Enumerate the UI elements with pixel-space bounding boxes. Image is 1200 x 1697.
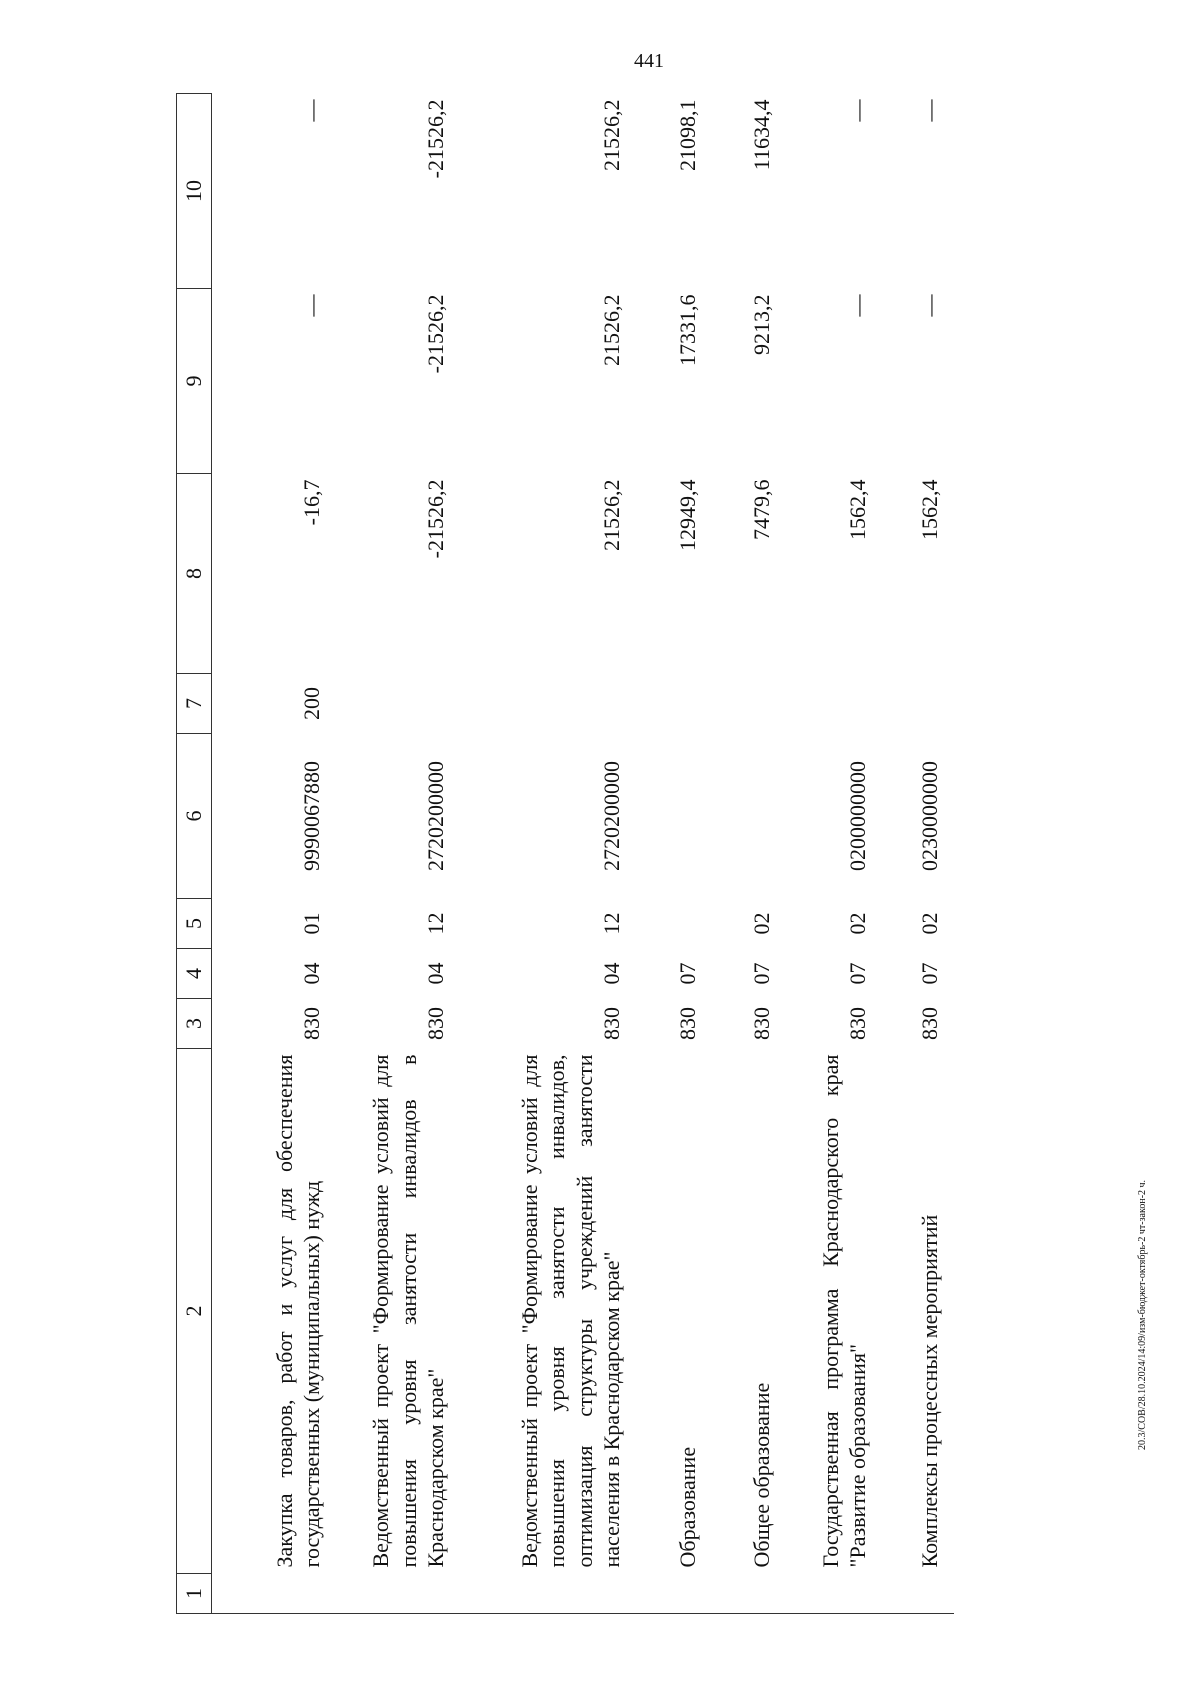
cell-c10: -21526,2: [423, 99, 448, 179]
row-name: Ведомственный проект "Формирование условий для повышения уровня занятости инвалидов, оптимизация структуры учреждений занятости населения в Краснодарском крае": [516, 1054, 624, 1568]
cell-c10: —: [845, 99, 870, 122]
column-header: 7: [177, 674, 212, 734]
cell-c5: 01: [299, 912, 324, 935]
cell-c9: 21526,2: [599, 294, 624, 366]
table-header-row: [177, 94, 212, 1614]
budget-table-wrapper: [176, 94, 986, 1614]
cell-c3: 830: [423, 1007, 448, 1040]
row-name: Закупка товаров, работ и услуг для обеспечения государственных (муниципальных) нужд: [271, 1054, 324, 1568]
cell-c4: 04: [423, 962, 448, 985]
cell-c10: 21526,2: [599, 99, 624, 171]
cell-c9: -21526,2: [423, 294, 448, 374]
table-row: [712, 94, 786, 1614]
cell-c7: [460, 674, 636, 734]
cell-c3: 830: [299, 1007, 324, 1040]
cell-c10: 21098,1: [675, 99, 700, 171]
row-number-cell: [212, 1574, 336, 1614]
cell-c9: —: [845, 294, 870, 317]
row-name: Образование: [675, 1446, 700, 1568]
cell-c8: 1562,4: [917, 479, 942, 540]
cell-c8: 1562,4: [845, 479, 870, 540]
cell-c4: 07: [675, 962, 700, 985]
table-row: [212, 94, 336, 1614]
cell-c5: 02: [917, 912, 942, 935]
cell-c3: 830: [599, 1007, 624, 1040]
cell-c9: 17331,6: [675, 294, 700, 366]
row-number-cell: [460, 1574, 636, 1614]
row-name: Общее образование: [749, 1382, 774, 1568]
cell-c7: [712, 674, 786, 734]
row-number-cell: [712, 1574, 786, 1614]
table-row: [460, 94, 636, 1614]
cell-c6: [712, 734, 786, 899]
column-header: 1: [177, 1574, 212, 1614]
table-row: [336, 94, 460, 1614]
cell-c3: 830: [749, 1007, 774, 1040]
cell-c5: 12: [423, 912, 448, 935]
cell-c10: —: [299, 99, 324, 122]
cell-c7: [882, 674, 954, 734]
cell-c7: [636, 674, 712, 734]
cell-c5: 12: [599, 912, 624, 935]
cell-c8: 21526,2: [599, 479, 624, 551]
row-name: Комплексы процессных мероприятий: [917, 1214, 942, 1568]
cell-c9: —: [917, 294, 942, 317]
page-number: 441: [634, 50, 664, 72]
cell-c9: 9213,2: [749, 294, 774, 355]
cell-c4: 04: [599, 962, 624, 985]
cell-c10: 11634,4: [749, 99, 774, 171]
column-header: 2: [177, 1049, 212, 1574]
row-name: Ведомственный проект "Формирование условий для повышения уровня занятости инвалидов в Краснодарском крае": [368, 1054, 448, 1568]
cell-c7: [786, 674, 882, 734]
column-header: 10: [177, 94, 212, 289]
column-header: 6: [177, 734, 212, 899]
column-header: 5: [177, 899, 212, 949]
cell-c10: —: [917, 99, 942, 122]
cell-c6: 2720200000: [423, 761, 448, 871]
cell-c6: 2720200000: [599, 761, 624, 871]
cell-c5: 02: [749, 912, 774, 935]
cell-c4: 07: [845, 962, 870, 985]
cell-c3: 830: [917, 1007, 942, 1040]
cell-c8: -16,7: [299, 479, 324, 526]
cell-c8: -21526,2: [423, 479, 448, 559]
column-header: 8: [177, 474, 212, 674]
cell-c5: 02: [845, 912, 870, 935]
cell-c6: 9990067880: [299, 761, 324, 871]
cell-c6: 0230000000: [917, 761, 942, 871]
cell-c4: 07: [749, 962, 774, 985]
cell-c7: 200: [299, 687, 324, 720]
document-footer-code: 20.3/СОВ/28.10.2024/14:09/изм-бюджет-октябрь-2 чт-закон-2 ч.: [1137, 1179, 1148, 1450]
cell-c6: [636, 734, 712, 899]
cell-c4: 07: [917, 962, 942, 985]
cell-c3: 830: [845, 1007, 870, 1040]
row-number-cell: [336, 1574, 460, 1614]
row-number-cell: [636, 1574, 712, 1614]
cell-c3: 830: [675, 1007, 700, 1040]
table-row: [786, 94, 882, 1614]
row-name: Государственная программа Краснодарского края "Развитие образования": [817, 1054, 870, 1568]
cell-c7: [336, 674, 460, 734]
cell-c8: 12949,4: [675, 479, 700, 551]
cell-c8: 7479,6: [749, 479, 774, 540]
table-row: [882, 94, 954, 1614]
column-header: 3: [177, 999, 212, 1049]
cell-c4: 04: [299, 962, 324, 985]
column-header: 4: [177, 949, 212, 999]
cell-c6: 0200000000: [845, 761, 870, 871]
cell-c9: —: [299, 294, 324, 317]
row-number-cell: [786, 1574, 882, 1614]
column-header: 9: [177, 289, 212, 474]
row-number-cell: [882, 1574, 954, 1614]
cell-c5: [636, 899, 712, 949]
budget-table: [176, 93, 954, 1614]
table-row: [636, 94, 712, 1614]
